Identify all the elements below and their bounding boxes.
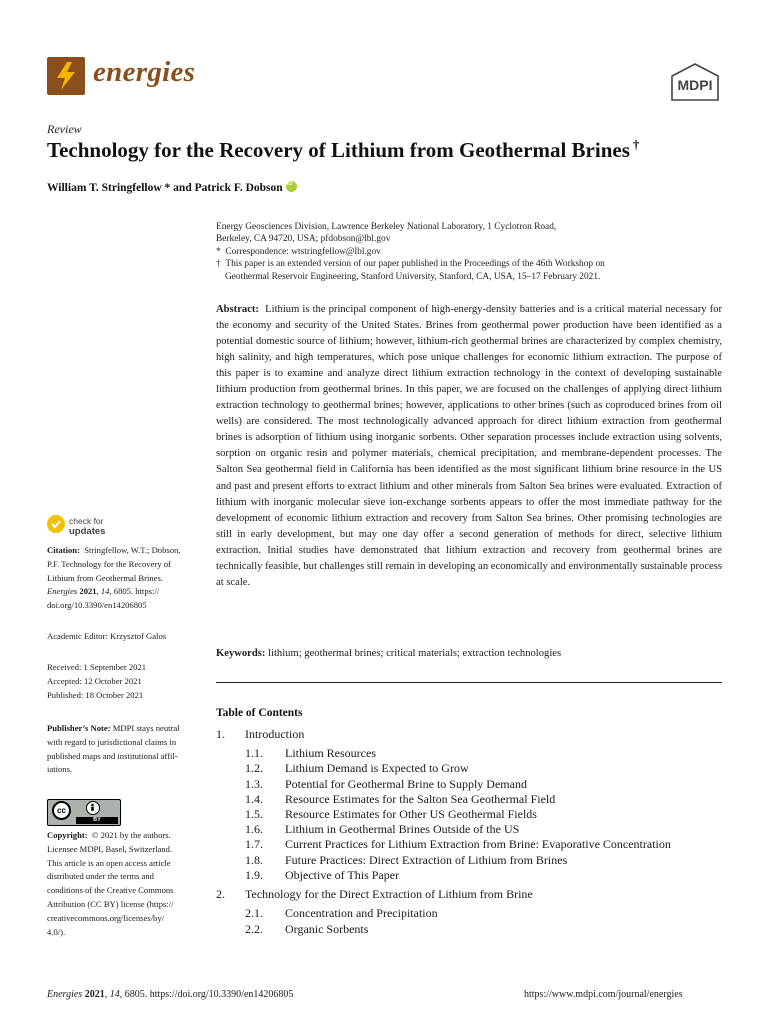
keywords: Keywords: lithium; geothermal brines; critical materials; extraction technologies: [216, 648, 562, 659]
mdpi-logo-icon: [668, 62, 722, 102]
by-label: BY: [76, 817, 118, 824]
cc-icon: cc: [52, 801, 71, 820]
citation: Citation: Stringfellow, W.T.; Dobson, P.F. Technology for the Recovery of Lithium from Geothermal Brines. Energies 2021, 14, 6805. https:// doi.org/10.3390/en14206805: [47, 544, 203, 613]
footer-journal-url[interactable]: https://www.mdpi.com/journal/energies: [524, 989, 683, 1000]
check-for-updates-icon[interactable]: [47, 515, 65, 533]
citation-doi-link[interactable]: doi.org/10.3390/en14206805: [47, 600, 147, 611]
toc-title: Table of Contents: [216, 707, 303, 719]
abstract: Abstract: Lithium is the principal component of high-energy-density batteries and is a critical material necessary for the economy and security of the United States. Brines from geothermal power production have been identified as a potential domestic source of lithium; however, lithium-rich geothermal brines are characterized by complex chemistry, high salinity, and high temperatures, which pose unique challenges for economic lithium extraction. The purpose of this paper is to examine and analyze direct lithium extraction technology in the context of developing sustainable lithium production from geothermal brines. In this paper, we are focused on the challenges of applying direct lithium extraction technology to geothermal brines; however, applications to other brines (such as coproduced brines from oil wells) are considered. The most technologically advanced approach for direct lithium extraction from geothermal brines is adsorption of lithium using inorganic sorbents. Other separation processes include extraction using solvents, sorption on organic resin and polymer materials, chemical precipitation, and membrane-dependent processes. The Salton Sea geothermal field in California has been identified as the most significant lithium brine resource in the US and past and present efforts to extract lithium and other minerals from Salton Sea brines were evaluated. Extraction of lithium with inorganic molecular sieve ion-exchange sorbents appears to offer the most immediate pathway for the development of economic lithium extraction and recovery from Salton Sea brines. Other promising technologies are still in early development, but may one day offer a second generation of methods for direct, selective lithium extraction. Initial studies have demonstrated that lithium extraction and recovery from geothermal brines are technically feasible, but challenges still remain in developing an economically and environmentally sustainable process at scale.: [216, 304, 723, 588]
journal-logo: [47, 57, 85, 95]
lightning-icon: [47, 57, 85, 95]
divider: [216, 682, 722, 683]
article-type: Review: [47, 122, 82, 136]
svg-text:MDPI: MDPI: [677, 77, 713, 93]
attribution-icon: [86, 801, 100, 815]
publisher-note: Publisher’s Note: MDPI stays neutral with regard to jurisdictional claims in published maps and institutional affil- iations.: [47, 723, 180, 775]
copyright: Copyright: © 2021 by the authors. Licensee MDPI, Basel, Switzerland. This article is an open access article distributed under the terms and conditions of the Creative Commons Attribution (CC BY) license (https:// creativecommons.org/licenses/by/ 4.0/).: [47, 829, 203, 939]
check-for-updates-label[interactable]: check for: [69, 516, 104, 526]
orcid-icon[interactable]: [286, 181, 297, 192]
academic-editor: Academic Editor: Krzysztof Galos: [47, 631, 167, 641]
affiliations: Energy Geosciences Division, Lawrence Berkeley National Laboratory, 1 Cyclotron Road, Berkeley, CA 94720, USA; pfdobson@lbl.gov * Correspondence: wtstringfellow@lbl.gov † This paper is an extended version of our paper published in the Proceedings of the 46th Workshop on Geothermal Reservoir Engineering, Stanford University, Stanford, CA, USA, 15–17 February 2021.: [216, 222, 605, 282]
license-link[interactable]: creativecommons.org/licenses/by/: [47, 912, 165, 923]
article-title: Technology for the Recovery of Lithium from Geothermal Brines †: [47, 137, 640, 162]
dates: Received: 1 September 2021 Accepted: 12 October 2021 Published: 18 October 2021: [47, 662, 147, 700]
footer-citation[interactable]: Energies 2021, 14, 6805. https://doi.org/10.3390/en14206805: [47, 989, 294, 1000]
check-for-updates-label[interactable]: updates: [69, 526, 106, 537]
authors: William T. Stringfellow * and Patrick F. DobsoniD: [47, 181, 297, 194]
journal-name[interactable]: energies: [93, 56, 196, 88]
publisher-logo[interactable]: [668, 62, 722, 102]
